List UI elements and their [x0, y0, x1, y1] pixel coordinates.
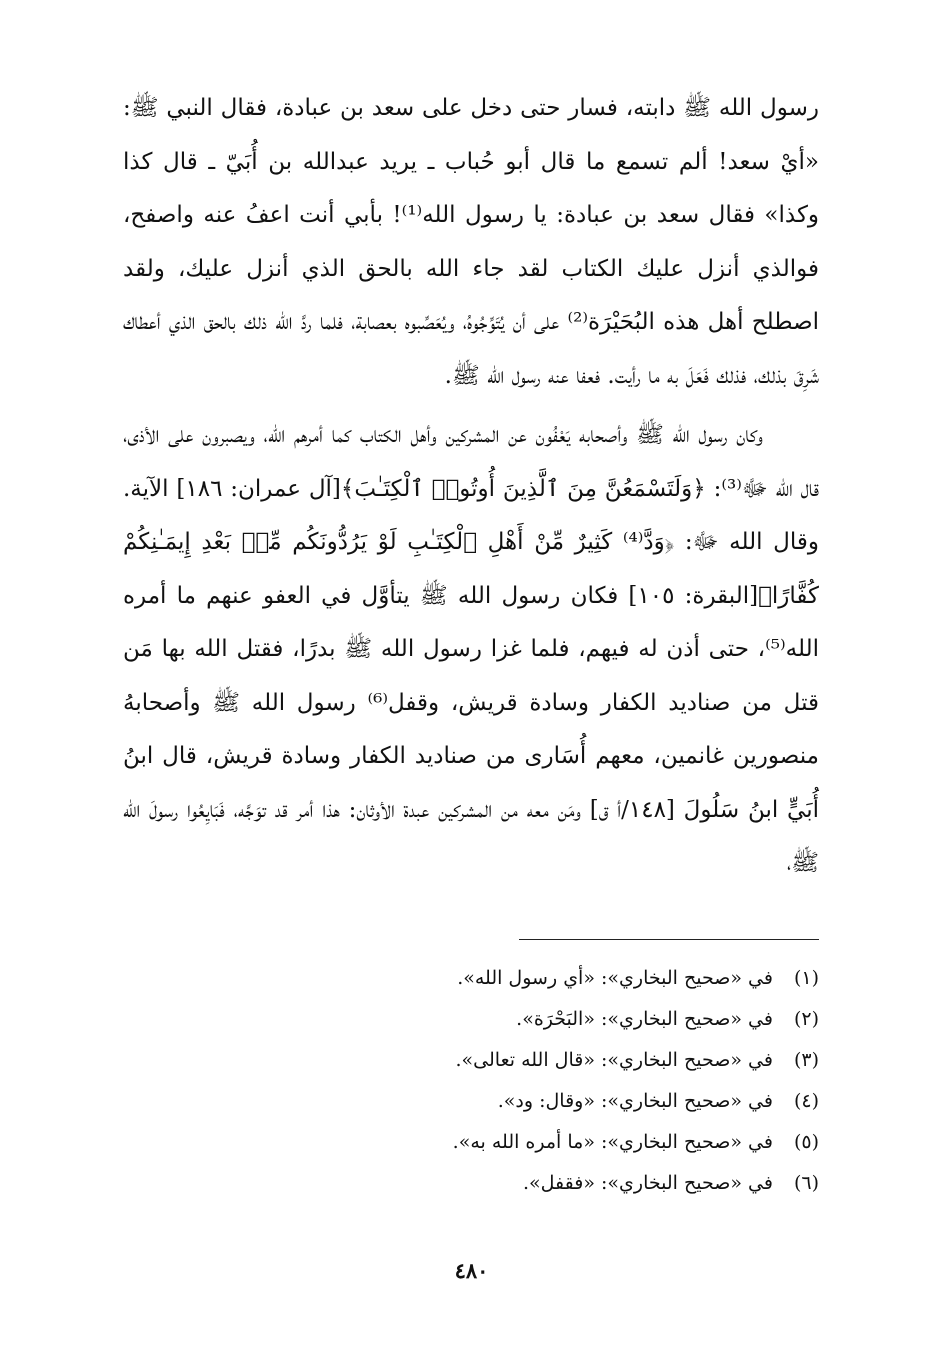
footnote-text: في «صحيح البخاري»: «البَحْرَة». [516, 1008, 773, 1030]
footnote-number: (٦) [793, 1172, 819, 1194]
footnote-divider [519, 939, 819, 940]
footnote-text: في «صحيح البخاري»: «قال الله تعالى». [455, 1049, 773, 1071]
footnote-number: (٥) [793, 1131, 819, 1153]
page-number: ٤٨٠ [454, 1258, 489, 1283]
paragraph-2: وكان رسول الله ﷺ وأصحابه يَعْفُون عن المشركين وأهل الكتاب كما أمرهم الله، ويصبرون على الأذى، قال الله ﷻ⁽³⁾: ﴿وَلَتَسْمَعُنَّ مِنَ ٱلَّذِينَ أُوتُوا۟ ٱلْكِتَـٰبَ﴾[آل عمران: ١٨٦] الآية. وقال الله ﷻ: ﴿وَدَّ⁽⁴⁾ كَثِيرٌ مِّنْ أَهْلِ ٱلْكِتَـٰبِ لَوْ يَرُدُّونَكُم مِّنۢ بَعْدِ إِيمَـٰنِكُمْ كُفَّارًا﴾[البقرة: ١٠٥] فكان رسول الله ﷺ يتأوَّل في العفو عنهم ما أمره الله⁽⁵⁾، حتى أذن له فيهم، فلما غزا رسول الله ﷺ بدرًا، فقتل الله بها مَن قتل من صناديد الكفار وسادة قريش، وقفل⁽⁶⁾ رسول الله ﷺ وأصحابهُ منصورين غانمين، معهم أُسَارى من صناديد الكفار وسادة قريش، قال ابنُ أُبَيٍّ ابنُ سَلُولَ [١٤٨/أ ق] ومَن معه من المشركين عبدة الأوثان: هذا أمر قد توَجَّه، فَبَايِعُوا رسولَ الله ﷺ، [123, 422, 819, 876]
footnote-3 [123, 1040, 819, 1081]
footnote-1 [123, 958, 819, 999]
footnote-text: في «صحيح البخاري»: «فقفل». [522, 1172, 773, 1194]
footnote-text: في «صحيح البخاري»: «ما أمره الله به». [452, 1131, 773, 1153]
footnote-6 [123, 1163, 819, 1204]
footnote-number: (٣) [793, 1049, 819, 1071]
footnote-number: (٤) [793, 1090, 819, 1112]
footnote-text: في «صحيح البخاري»: «أي رسول الله». [457, 967, 773, 989]
footnote-2 [123, 999, 819, 1040]
footnote-number: (٢) [793, 1008, 819, 1030]
footnote-text: في «صحيح البخاري»: «وقال: ود». [497, 1090, 773, 1112]
footnote-4 [123, 1081, 819, 1122]
main-text [123, 82, 819, 891]
footnotes-list [123, 958, 819, 1204]
footnote-number: (١) [793, 967, 819, 989]
footnote-5 [123, 1122, 819, 1163]
paragraph-1: رسول الله ﷺ دابته، فسار حتى دخل على سعد بن عبادة، فقال النبي ﷺ: «أيْ سعد! ألم تسمع ما قال أبو حُباب ـ يريد عبدالله بن أُبَيّ ـ قال كذا وكذا» فقال سعد بن عبادة: يا رسول الله⁽¹⁾! بأبي أنت اعفُ عنه واصفح، فوالذي أنزل عليك الكتاب لقد جاء الله بالحق الذي أنزل عليك، ولقد اصطلح أهل هذه البُحَيْرَة⁽²⁾ على أن يُتَوِّجُوهُ، ويُعَصِّبوه بعصابة، فلما ردَّ الله ذلك بالحق الذي أعطاك شَرِقَ بذلك، فذلك فَعَلَ به ما رأيت. فعفا عنه رسول الله ﷺ. [123, 95, 820, 389]
